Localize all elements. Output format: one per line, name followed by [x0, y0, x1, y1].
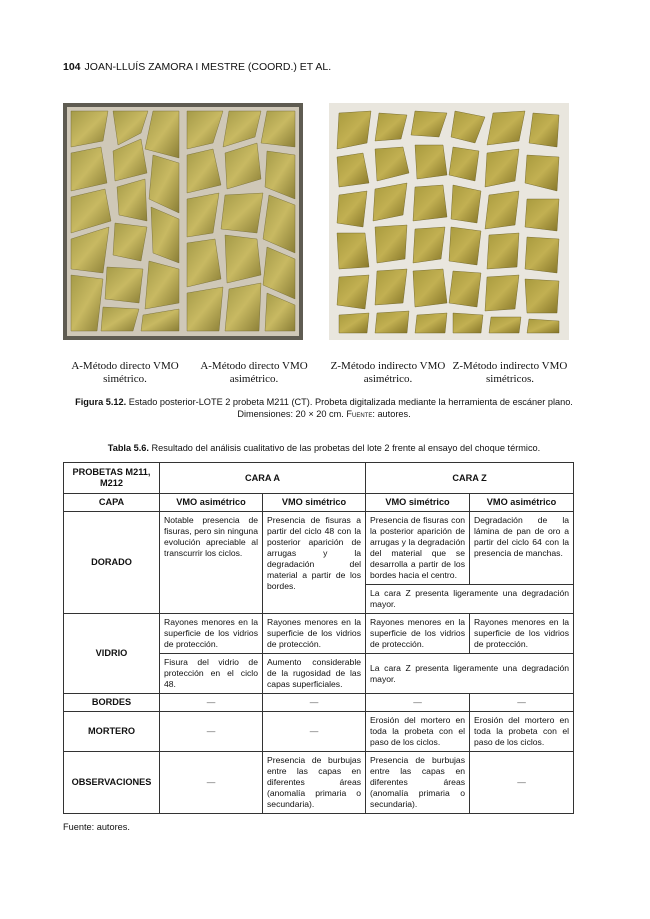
- caption-a-simetrico: A-Método directo VMO simétrico.: [71, 360, 179, 385]
- dorado-z-asimetrico: Degradación de la lámina de pan de oro a partir del ciclo 64 con la presencia de manchas.: [470, 512, 574, 585]
- table-subheader-row: [64, 494, 574, 512]
- observaciones-z-simetrico: Presencia de burbujas entre las capas en diferentes áreas (anomalía primaria o secundaria).: [366, 752, 470, 814]
- running-header: [63, 61, 331, 73]
- row-vidrio: [64, 614, 574, 654]
- running-title: JOAN-LLUÍS ZAMORA I MESTRE (COORD.) ET AL.: [84, 61, 332, 73]
- row-label-dorado: DORADO: [64, 512, 160, 614]
- table-source: Fuente: autores.: [63, 822, 130, 832]
- bordes-a-simetrico: —: [263, 694, 366, 712]
- bordes-z-simetrico: —: [366, 694, 470, 712]
- dorado-z-note: La cara Z presenta ligeramente una degradación mayor.: [366, 585, 574, 614]
- photo-cara-a: [63, 103, 303, 340]
- subheader-a-asimetrico: VMO asimétrico: [160, 494, 263, 512]
- photo-cara-z: [329, 103, 569, 340]
- dorado-z-simetrico: Presencia de fisuras con la posterior aparición de arrugas y la degradación del material que se desarrolla a partir de los bordes hacia el centro.: [366, 512, 470, 585]
- observaciones-z-asimetrico: —: [470, 752, 574, 814]
- results-table: [63, 462, 574, 814]
- subheader-z-simetrico: VMO simétrico: [366, 494, 470, 512]
- row-observaciones: [64, 752, 574, 814]
- page-number: 104: [63, 61, 81, 73]
- vidrio-z-asimetrico: Rayones menores en la superficie de los vidrios de protección.: [470, 614, 574, 654]
- figure-caption: [63, 396, 585, 420]
- row-label-vidrio: VIDRIO: [64, 614, 160, 694]
- subheader-capa: CAPA: [64, 494, 160, 512]
- table-caption: [63, 443, 585, 453]
- header-cara-a: CARA A: [160, 463, 366, 494]
- vidrio-z-simetrico: Rayones menores en la superficie de los vidrios de protección.: [366, 614, 470, 654]
- row-label-mortero: MORTERO: [64, 712, 160, 752]
- figure-text: Estado posterior-LOTE 2 probeta M211 (CT). Probeta digitalizada mediante la herramienta de escáner plano. Dimensiones: 20 × 20 cm.: [128, 397, 573, 419]
- caption-a-asimetrico: A-Método directo VMO asimétrico.: [200, 360, 308, 385]
- subheader-a-simetrico: VMO simétrico: [263, 494, 366, 512]
- mortero-a-simetrico: —: [263, 712, 366, 752]
- photo-cara-z-image: [329, 103, 569, 340]
- dorado-a-asimetrico: Notable presencia de fisuras, pero sin ninguna evolución apreciable al transcurrir los ciclos.: [160, 512, 263, 614]
- vidrio-a-simetrico: Rayones menores en la superficie de los vidrios de protección.: [263, 614, 366, 654]
- bordes-z-asimetrico: —: [470, 694, 574, 712]
- photo-cara-a-image: [63, 103, 303, 340]
- table-caption-text: Resultado del análisis cualitativo de las probetas del lote 2 frente al ensayo del choque térmico.: [151, 443, 541, 453]
- table-label: Tabla 5.6.: [107, 443, 149, 453]
- observaciones-a-simetrico: Presencia de burbujas entre las capas en diferentes áreas (anomalía primaria o secundaria).: [263, 752, 366, 814]
- bordes-a-asimetrico: —: [160, 694, 263, 712]
- vidrio-a-asimetrico: Rayones menores en la superficie de los vidrios de protección.: [160, 614, 263, 654]
- row-label-observaciones: OBSERVACIONES: [64, 752, 160, 814]
- table-header-row: [64, 463, 574, 494]
- row-label-bordes: BORDES: [64, 694, 160, 712]
- vidrio-a-simetrico-2: Aumento considerable de la rugosidad de las capas superficiales.: [263, 654, 366, 694]
- mortero-a-asimetrico: —: [160, 712, 263, 752]
- observaciones-a-asimetrico: —: [160, 752, 263, 814]
- caption-z-asimetrico: Z-Método indirecto VMO asimétrico.: [330, 360, 446, 385]
- vidrio-z-note: La cara Z presenta ligeramente una degradación mayor.: [366, 654, 574, 694]
- figure-label: Figura 5.12.: [75, 397, 127, 407]
- row-mortero: [64, 712, 574, 752]
- mortero-z-asimetrico: Erosión del mortero en toda la probeta con el paso de los ciclos.: [470, 712, 574, 752]
- mortero-z-simetrico: Erosión del mortero en toda la probeta con el paso de los ciclos.: [366, 712, 470, 752]
- row-dorado: [64, 512, 574, 585]
- header-probetas: PROBETAS M211, M212: [64, 463, 160, 494]
- vidrio-a-asimetrico-2: Fisura del vidrio de protección en el ciclo 48.: [160, 654, 263, 694]
- caption-z-simetricos: Z-Método indirecto VMO simétricos.: [452, 360, 568, 385]
- figure-source-value: : autores.: [372, 409, 411, 419]
- subheader-z-asimetrico: VMO asimétrico: [470, 494, 574, 512]
- header-cara-z: CARA Z: [366, 463, 574, 494]
- figure-source-label: Fuente: [346, 409, 373, 419]
- row-bordes: [64, 694, 574, 712]
- dorado-a-simetrico: Presencia de fisuras a partir del ciclo 48 con la posterior aparición de arrugas y la degradación del material a partir de los bordes.: [263, 512, 366, 614]
